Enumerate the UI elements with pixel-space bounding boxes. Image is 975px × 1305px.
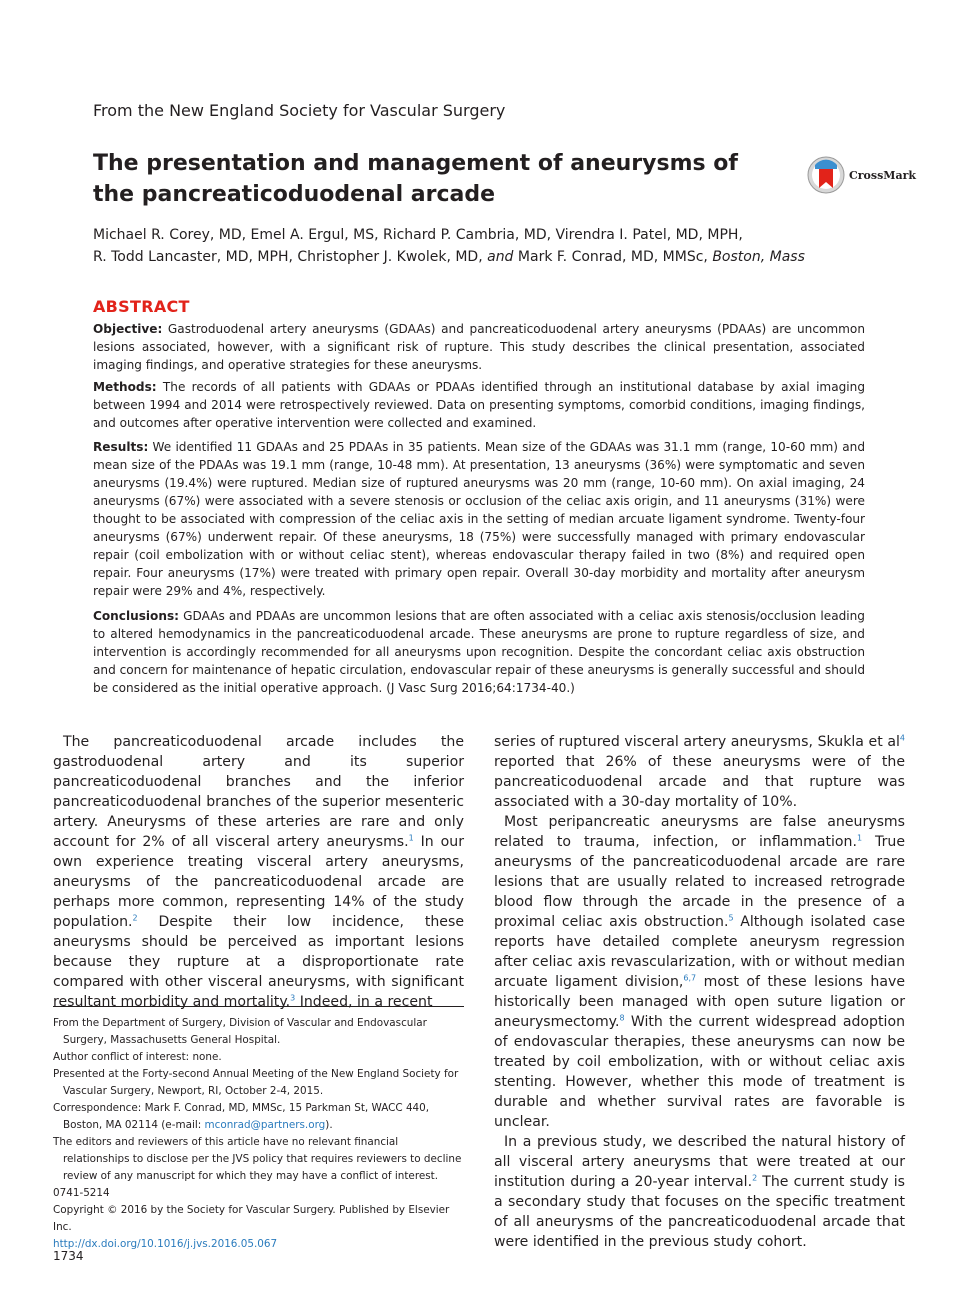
body-paragraph [53, 732, 464, 1012]
body-text: most of these lesions have historically been managed with open suture ligation or aneurysmectomy. [494, 974, 905, 1030]
body-text: Despite their low incidence, these aneurysms should be perceived as important lesions because they rupture at a disproportionate rate compared with other visceral aneurysms, with significant resultant morbidity and mortality. [53, 914, 464, 1010]
footnotes [53, 1015, 464, 1253]
body-text: With the current widespread adoption of endovascular therapies, these aneurysms can now be treated by coil embolization, with or without celiac axis stenting. However, whether this mode of treatment is durable and whether survival rates are favorable is unclear. [494, 1014, 905, 1130]
author-list-line-1: Michael R. Corey, MD, Emel A. Ergul, MS, Richard P. Cambria, MD, Virendra I. Patel, MD, MPH, [93, 227, 743, 243]
crossmark-icon [807, 155, 845, 195]
body-text: Indeed, in a recent [295, 994, 433, 1010]
body-text: The pancreaticoduodenal arcade includes the gastroduodenal artery and its superior pancreaticoduodenal branches and the inferior pancreaticoduodenal branches of the superior mesenteric artery. Aneurysms of these arteries are rare and only account for 2% of all visceral artery aneurysms. [53, 734, 464, 850]
abstract-methods [93, 378, 865, 432]
reference-link[interactable]: 1 [856, 833, 863, 843]
doi-link[interactable]: http://dx.doi.org/10.1016/j.jvs.2016.05.067 [53, 1238, 278, 1250]
footnote-affiliation: From the Department of Surgery, Division of Vascular and Endovascular Surgery, Massachusetts General Hospital. [53, 1017, 427, 1046]
correspondence-end: ). [325, 1119, 333, 1131]
abstract-conclusions-text: GDAAs and PDAAs are uncommon lesions that are often associated with a celiac axis stenosis/occlusion leading to altered hemodynamics in the pancreaticoduodenal arcade. These aneurysms are prone to rupture regardless of size, and intervention is accordingly recommended for all aneurysms upon recognition. Despite the concordant celiac axis obstruction and concern for maintenance of hepatic circulation, endovascular repair of these aneurysms is generally successful and should be considered as the initial operative approach. (J Vasc Surg 2016;64:1734-40.) [93, 609, 865, 695]
reference-link[interactable]: 8 [619, 1013, 625, 1023]
crossmark-badge[interactable] [807, 155, 917, 195]
body-text: The current study is a secondary study that focuses on the specific treatment of all aneurysms of the pancreaticoduodenal arcade that were identified in the previous study cohort. [494, 1174, 905, 1250]
abstract-conclusions [93, 607, 865, 697]
reference-link[interactable]: 2 [752, 1173, 758, 1183]
body-paragraph [494, 1132, 905, 1252]
body-text: True aneurysms of the pancreaticoduodenal arcade are rare lesions that are usually related to increased retrograde blood flow through the arcade in the presence of a proximal celiac axis obstruction. [494, 834, 905, 930]
author-location: Boston, Mass [712, 249, 805, 265]
author-list-line-2 [93, 246, 873, 269]
author-names-last: Mark F. Conrad, MD, MMSc, [517, 249, 708, 265]
footnote-correspondence [53, 1100, 464, 1134]
issn: 0741-5214 [53, 1187, 110, 1199]
abstract-results-text: We identified 11 GDAAs and 25 PDAAs in 35 patients. Mean size of the GDAAs was 31.1 mm (range, 10-60 mm) and mean size of the PDAAs was 19.1 mm (range, 10-48 mm). At presentation, 13 aneurysms (36%) were symptomatic and seven aneurysms (19.4%) were ruptured. Median size of ruptured aneurysms was 20 mm (range, 10-60 mm). On axial imaging, 24 aneurysms (67%) were associated with a severe stenosis or occlusion of the celiac axis origin, and 11 aneurysms (31%) were thought to be associated with compression of the celiac axis in the setting of median arcuate ligament syndrome. Twenty-four aneurysms (67%) underwent repair. Of these aneurysms, 18 (75%) were successfully managed with primary endovascular repair (coil embolization with or without celiac stent), whereas endovascular therapy failed in two (8%) and required open repair. Four aneurysms (17%) were treated with primary open repair. Overall 30-day morbidity and mortality after aneurysm repair were 29% and 4%, respectively. [93, 440, 865, 598]
reference-link[interactable]: 1 [408, 833, 414, 843]
abstract-results [93, 438, 865, 600]
abstract-heading: ABSTRACT [93, 297, 190, 316]
footnote-editors: The editors and reviewers of this article have no relevant financial relationships to disclose per the JVS policy that requires reviewers to decline review of any manuscript for which they may have a conflict of interest. [53, 1136, 462, 1182]
body-text: series of ruptured visceral artery aneurysms, Skukla et al [494, 734, 900, 750]
footnote-divider [53, 1006, 464, 1007]
reference-link[interactable]: 6,7 [683, 973, 697, 983]
body-text: In a previous study, we described the natural history of all visceral artery aneurysms that were treated at our institution during a 20-year interval. [494, 1134, 905, 1190]
reference-link[interactable]: 5 [728, 913, 734, 923]
abstract-conclusions-label: Conclusions: [93, 609, 180, 623]
footnote-presented: Presented at the Forty-second Annual Meeting of the New England Society for Vascular Surgery, Newport, RI, October 2-4, 2015. [53, 1068, 459, 1097]
body-text: reported that 26% of these aneurysms were of the pancreaticoduodenal arcade and that rupture was associated with a 30-day mortality of 10%. [494, 754, 905, 810]
abstract-objective-label: Objective: [93, 322, 163, 336]
body-text: Most peripancreatic aneurysms are false aneurysms related to trauma, infection, or inflammation. [494, 814, 905, 850]
body-paragraph [494, 732, 905, 812]
correspondence-text: Correspondence: Mark F. Conrad, MD, MMSc, 15 Parkman St, WACC 440, Boston, MA 02114 (e-mail: [53, 1102, 430, 1131]
email-link[interactable]: mconrad@partners.org [204, 1119, 326, 1131]
reference-link[interactable]: 4 [899, 733, 905, 743]
abstract-objective-text: Gastroduodenal artery aneurysms (GDAAs) and pancreaticoduodenal artery aneurysms (PDAAs) are uncommon lesions associated, however, with a significant risk of rupture. This study describes the clinical presentation, associated imaging findings, and operative strategies for these aneurysms. [93, 322, 865, 372]
body-paragraph [494, 812, 905, 1132]
crossmark-label: CrossMark [849, 169, 916, 182]
page-number: 1734 [53, 1249, 84, 1263]
author-names: R. Todd Lancaster, MD, MPH, Christopher J. Kwolek, MD, [93, 249, 483, 265]
abstract-results-label: Results: [93, 440, 149, 454]
article-title: The presentation and management of aneurysms of the pancreaticoduodenal arcade [93, 151, 738, 207]
author-conjunction: and [487, 249, 514, 265]
footnote-conflict: Author conflict of interest: none. [53, 1051, 222, 1063]
reference-link[interactable]: 2 [132, 913, 138, 923]
society-line: From the New England Society for Vascular Surgery [93, 101, 506, 120]
abstract-objective [93, 320, 865, 374]
body-text: Although isolated case reports have detailed complete aneurysm regression after celiac axis revascularization, with or without median arcuate ligament division, [494, 914, 905, 990]
abstract-methods-text: The records of all patients with GDAAs or PDAAs identified through an institutional database by axial imaging between 1994 and 2014 were retrospectively reviewed. Data on presenting symptoms, comorbid conditions, imaging findings, and outcomes after operative intervention were collected and examined. [93, 380, 865, 430]
abstract-methods-label: Methods: [93, 380, 157, 394]
body-column-right [494, 732, 905, 1252]
copyright: Copyright © 2016 by the Society for Vascular Surgery. Published by Elsevier Inc. [53, 1204, 450, 1233]
reference-link[interactable]: 3 [290, 993, 296, 1003]
body-text: In our own experience treating visceral artery aneurysms, aneurysms of the pancreaticoduodenal arcade are perhaps more common, representing 14% of the study population. [53, 834, 464, 930]
body-column-left [53, 732, 464, 1012]
